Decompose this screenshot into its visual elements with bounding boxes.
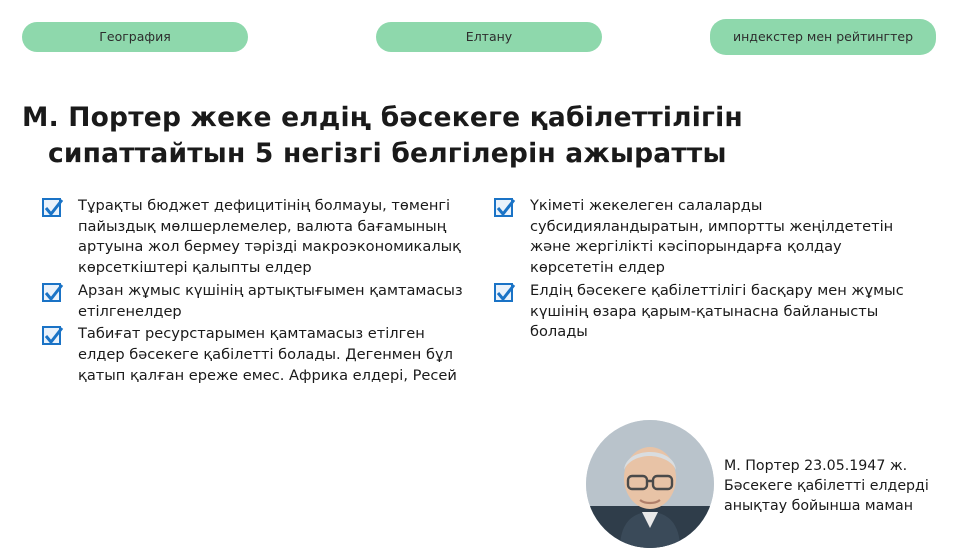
caption-line-3: анықтау бойынша маман bbox=[724, 498, 913, 515]
list-item bbox=[22, 281, 474, 322]
category-pill-indexes-ratings[interactable]: индекстер мен рейтингтер bbox=[710, 19, 936, 55]
list-item-text: Арзан жұмыс күшінің артықтығымен қамтамасыз етілгенелдер bbox=[78, 281, 463, 320]
check-icon bbox=[42, 283, 61, 302]
page-title-line-2: сипаттайтын 5 негізгі белгілерін ажыратты bbox=[48, 137, 727, 169]
list-item-text: Үкіметі жекелеген салаларды субсидияландыратын, импортты жеңілдететін және жергілікті кәсіпорындарға қолдау көрсететін елдер bbox=[530, 197, 894, 277]
portrait-photo-icon bbox=[586, 420, 714, 548]
portrait-caption bbox=[724, 456, 960, 516]
page-title-line-1: М. Портер жеке елдің бәсекеге қабілеттілігін bbox=[22, 102, 743, 133]
check-icon bbox=[494, 198, 513, 217]
caption-line-1: М. Портер 23.05.1947 ж. bbox=[724, 458, 908, 474]
page-title bbox=[22, 100, 942, 172]
category-pill-row bbox=[0, 22, 960, 56]
check-icon bbox=[42, 326, 61, 345]
caption-line-2: Бәсекеге қабілетті елдерді bbox=[724, 478, 929, 495]
category-pill-country-studies[interactable]: Елтану bbox=[376, 22, 602, 52]
check-icon bbox=[494, 283, 513, 302]
list-item-text: Тұрақты бюджет дефицитінің болмауы, төменгі пайыздық мөлшерлемелер, валюта бағамының артуына жол бермеу тәрізді макроэкономикалық көрсеткіштері қалыпты елдер bbox=[78, 197, 461, 277]
bullet-column-left bbox=[22, 196, 474, 388]
list-item-text: Елдің бәсекеге қабілеттілігі басқару мен жұмыс күшінің өзара қарым-қатынасна байланысты болады bbox=[530, 281, 904, 341]
list-item bbox=[474, 196, 914, 279]
list-item bbox=[22, 196, 474, 279]
category-pill-geography[interactable]: География bbox=[22, 22, 248, 52]
bullet-column-right bbox=[474, 196, 914, 345]
list-item bbox=[22, 324, 474, 386]
check-icon bbox=[42, 198, 61, 217]
list-item bbox=[474, 281, 914, 343]
list-item-text: Табиғат ресурстарымен қамтамасыз етілген елдер бәсекеге қабілетті болады. Дегенмен бұл қатып қалған ереже емес. Африка елдері, Ресей bbox=[78, 325, 457, 384]
